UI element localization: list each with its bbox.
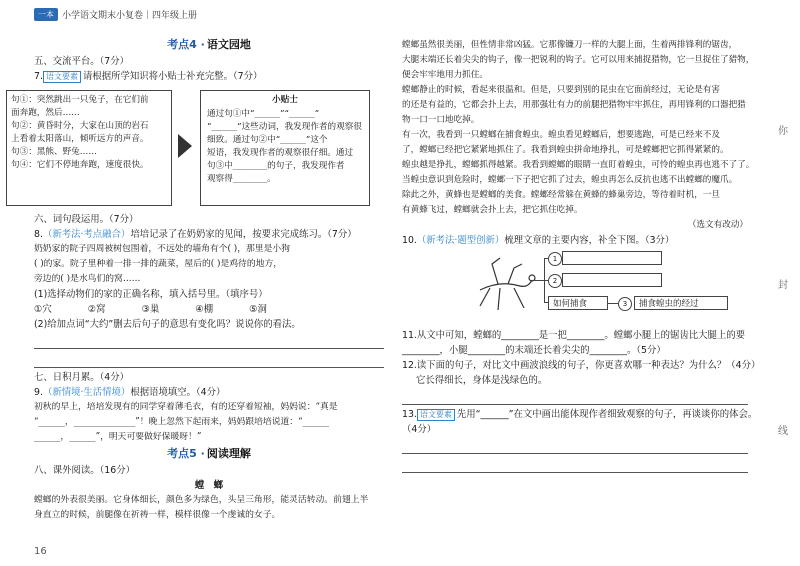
mind-map-branch: 捕食蝗虫的经过 <box>634 296 728 310</box>
option: ④棚 <box>195 304 214 315</box>
section-4-title <box>34 36 384 54</box>
tip-line: 通过句①中“______”“______” <box>207 109 320 119</box>
header-title: 小学语文期末小复卷｜四年级上册 <box>62 10 198 21</box>
question-6: 六、词句段运用。（7分） <box>34 214 139 225</box>
sentence-line: 句②：黄昏时分，大家在山顶的岩石 <box>11 121 149 131</box>
question-12-line: 12.读下面的句子，对比文中画波浪线的句子，你更喜欢哪一种表达？为什么？（4分） <box>402 360 761 371</box>
question-13-text: 先用“______”在文中画出能体现作者细致观察的句子，再谈谈你的体会。 <box>456 409 758 420</box>
answer-line[interactable] <box>402 388 748 405</box>
q9-line: 初秋的早上，培培发现有的同学穿着薄毛衣，有的还穿着短袖，妈妈说：“真是 <box>34 402 338 412</box>
tip-box <box>200 90 370 206</box>
question-13: 13. 语文要素 先用“______”在文中画出能体现作者细致观察的句子，再谈谈你的体会。 <box>402 409 758 420</box>
question-10-text: 梳理文章的主要内容，补全下图。（3分） <box>504 235 675 246</box>
article-line: 物一口一口地吃掉。 <box>402 115 480 125</box>
circle-number-1: 1 <box>548 252 562 266</box>
binding-char: 封 <box>778 280 788 291</box>
section-5-name: 阅读理解 <box>206 447 251 460</box>
sentence-line: 句④：它们不停地奔跑，速度很快。 <box>11 160 149 170</box>
question-12-sentence: 它长得细长，身体是浅绿色的。 <box>416 375 548 386</box>
article-line: 的还是有益的，它都会扑上去，用那强壮有力的前腿把猎物牢牢抓住，再用锋利的口器把猎 <box>402 100 746 110</box>
question-8-tag: （新考法·考点融合） <box>42 229 131 240</box>
page-header <box>34 6 197 22</box>
article-line: 蝗虫越是挣扎，螳螂抓得越紧。我看到螳螂的眼睛一直盯着蝗虫，可怜的蝗虫再也逃不了了。 <box>402 160 755 170</box>
question-8-text: 培培记录了在奶奶家的见闻，按要求完成练习。（7分） <box>130 229 357 240</box>
tip-line: “______”这些动词，我发现作者的观察很 <box>207 122 362 132</box>
binding-char: 线 <box>778 426 788 437</box>
sentences-box <box>6 90 172 206</box>
article-line: 除此之外，黄蜂也是螳螂的美食。螳螂经常躲在黄蜂的蜂巢旁边，等待着时机，一旦 <box>402 190 720 200</box>
question-8b: 八、课外阅读。（16分） <box>34 465 135 476</box>
mind-map-node-1[interactable] <box>562 251 662 265</box>
sentence-line: 句③：黑熊、野兔…… <box>11 147 97 157</box>
question-7-tag: 语文要素 <box>43 71 81 83</box>
article-line: 当蝗虫意识到危险时，螳螂一下子把它抓了过去，蝗虫再怎么反抗也逃不出螳螂的魔爪。 <box>402 175 738 185</box>
question-7-text: 请根据所学知识将小贴士补充完整。（7分） <box>82 71 263 82</box>
circle-number-2: 2 <box>548 274 562 288</box>
tip-title: 小贴士 <box>272 95 298 105</box>
circle-number-3: 3 <box>618 297 632 311</box>
sentence-line: 面奔跑，然后…… <box>11 108 80 118</box>
section-5-label: 考点5 · <box>167 447 205 460</box>
q8-sub2: (2)给加点词“大约”删去后句子的意思有变化吗？说说你的看法。 <box>34 319 301 330</box>
tip-line: 观察得________。 <box>207 174 276 184</box>
mind-map-center: 如何捕食 <box>548 296 608 310</box>
section-5-title <box>34 445 384 463</box>
q8-options <box>34 302 384 317</box>
right-column <box>402 38 761 475</box>
question-9: 9.（新情境·生活情境）根据语境填空。（4分） <box>34 387 226 398</box>
article-title: 螳 螂 <box>194 480 224 491</box>
mind-map-node-2[interactable] <box>562 273 662 287</box>
option: ①穴 <box>34 304 52 315</box>
question-13-tag: 语文要素 <box>417 409 455 421</box>
article-line: 大腿末端还长着尖尖的钩子，像一把锐利的钩子。它可以用来捕捉猎物，它一旦捉住了猎物， <box>402 55 755 65</box>
question-10-tag: （新考法·题型创新） <box>416 235 505 246</box>
q8-passage-line: ( )的家。院子里种着一排一排的蔬菜，屋后的( )是鸡待的地方， <box>34 259 283 269</box>
left-column <box>34 36 384 84</box>
article-line: 便会牢牢地用力抓住。 <box>402 70 488 80</box>
article-line: 有黄蜂飞过，螳螂就会扑上去，把它抓住吃掉。 <box>402 205 583 215</box>
article-line: 螳螂虽然很美丽，但性情非常凶猛。它那像镰刀一样的大腿上面，生着两排锋利的锯齿， <box>402 40 738 50</box>
question-5: 五、交流平台。（7分） <box>34 56 130 67</box>
option: ③巢 <box>141 304 160 315</box>
article-line: 有一次，我看到一只螳螂在捕食蝗虫。蝗虫看见螳螂后，想要逃跑，可是已经来不及 <box>402 130 720 140</box>
question-9-text: 根据语境填空。（4分） <box>130 387 226 398</box>
option: ②窝 <box>87 304 106 315</box>
sentence-line: 上看着太阳落山，倾听远方的声音。 <box>11 134 149 144</box>
question-7b: 七、日积月累。（4分） <box>34 372 130 383</box>
article-line: 身直立的时候，前腿像在祈祷一样，模样很像一个虔诚的女子。 <box>34 510 281 520</box>
answer-line[interactable] <box>34 332 384 349</box>
question-13-score: （4分） <box>402 424 437 435</box>
tip-line: 句③中________的句子，我发现作者 <box>207 161 345 171</box>
question-11-line: 11.从文中可知，螳螂的________是一把________。螳螂小腿上的锯齿比大腿上的要 <box>402 330 746 341</box>
answer-line[interactable] <box>402 456 748 473</box>
page-number: 16 <box>34 546 47 557</box>
question-10: 10.（新考法·题型创新）梳理文章的主要内容，补全下图。（3分） <box>402 235 675 246</box>
question-9-tag: （新情境·生活情境） <box>42 387 131 398</box>
answer-line[interactable] <box>402 437 748 454</box>
section-4-name: 语文园地 <box>206 38 251 51</box>
article-line: 螳螂的外表很美丽。它身体细长，颜色多为绿色，头呈三角形，能灵活转动。前翅上半 <box>34 495 369 505</box>
q9-line: “______，______________”！晚上忽然下起雨来，妈妈跟培培说道：“______ <box>34 417 329 427</box>
answer-line[interactable] <box>34 351 384 368</box>
tip-line: 细致。通过句②中“______”这个 <box>207 135 328 145</box>
mind-map <box>402 248 748 328</box>
option: ⑤洞 <box>249 304 267 315</box>
arrow-right-icon <box>178 134 192 158</box>
sentence-line: 句①：突然跳出一只兔子，在它们前 <box>11 95 149 105</box>
section-4-label: 考点4 · <box>167 38 205 51</box>
binding-char: 你 <box>778 126 788 137</box>
article-source: （选文有改动） <box>687 220 748 230</box>
tip-line: 短语，我发现作者的观察很仔细。通过 <box>207 148 354 158</box>
article-line: 螳螂静止的时候，看起来很温和。但是，只要到别的昆虫在它面前经过，无论是有害 <box>402 85 720 95</box>
q8-passage-line: 奶奶家的院子四周被树包围着，不远处的墙角有个( )，那里是小狗 <box>34 244 290 254</box>
header-badge: 一本 <box>34 8 58 21</box>
q9-line: ______，______”，明天可要做好保暖呀！” <box>34 432 202 442</box>
mantis-illustration <box>470 250 540 320</box>
q8-passage-line: 旁边的( )是水鸟们的窝…… <box>34 274 141 284</box>
q8-sub1: (1)选择动物们的家的正确名称，填入括号里。（填序号） <box>34 289 268 300</box>
article-line: 了，螳螂已经把它紧紧地抓住了。我看到蝗虫拼命地挣扎，可是螳螂把它抓得紧紧的。 <box>402 145 729 155</box>
question-8: 8.（新考法·考点融合）培培记录了在奶奶家的见闻，按要求完成练习。（7分） <box>34 229 357 240</box>
left-column-lower <box>34 212 384 523</box>
question-7: 7. 语文要素 请根据所学知识将小贴士补充完整。（7分） <box>34 71 263 82</box>
question-11-line: ________，小腿________的末端还长着尖尖的________。（5分） <box>402 345 666 356</box>
